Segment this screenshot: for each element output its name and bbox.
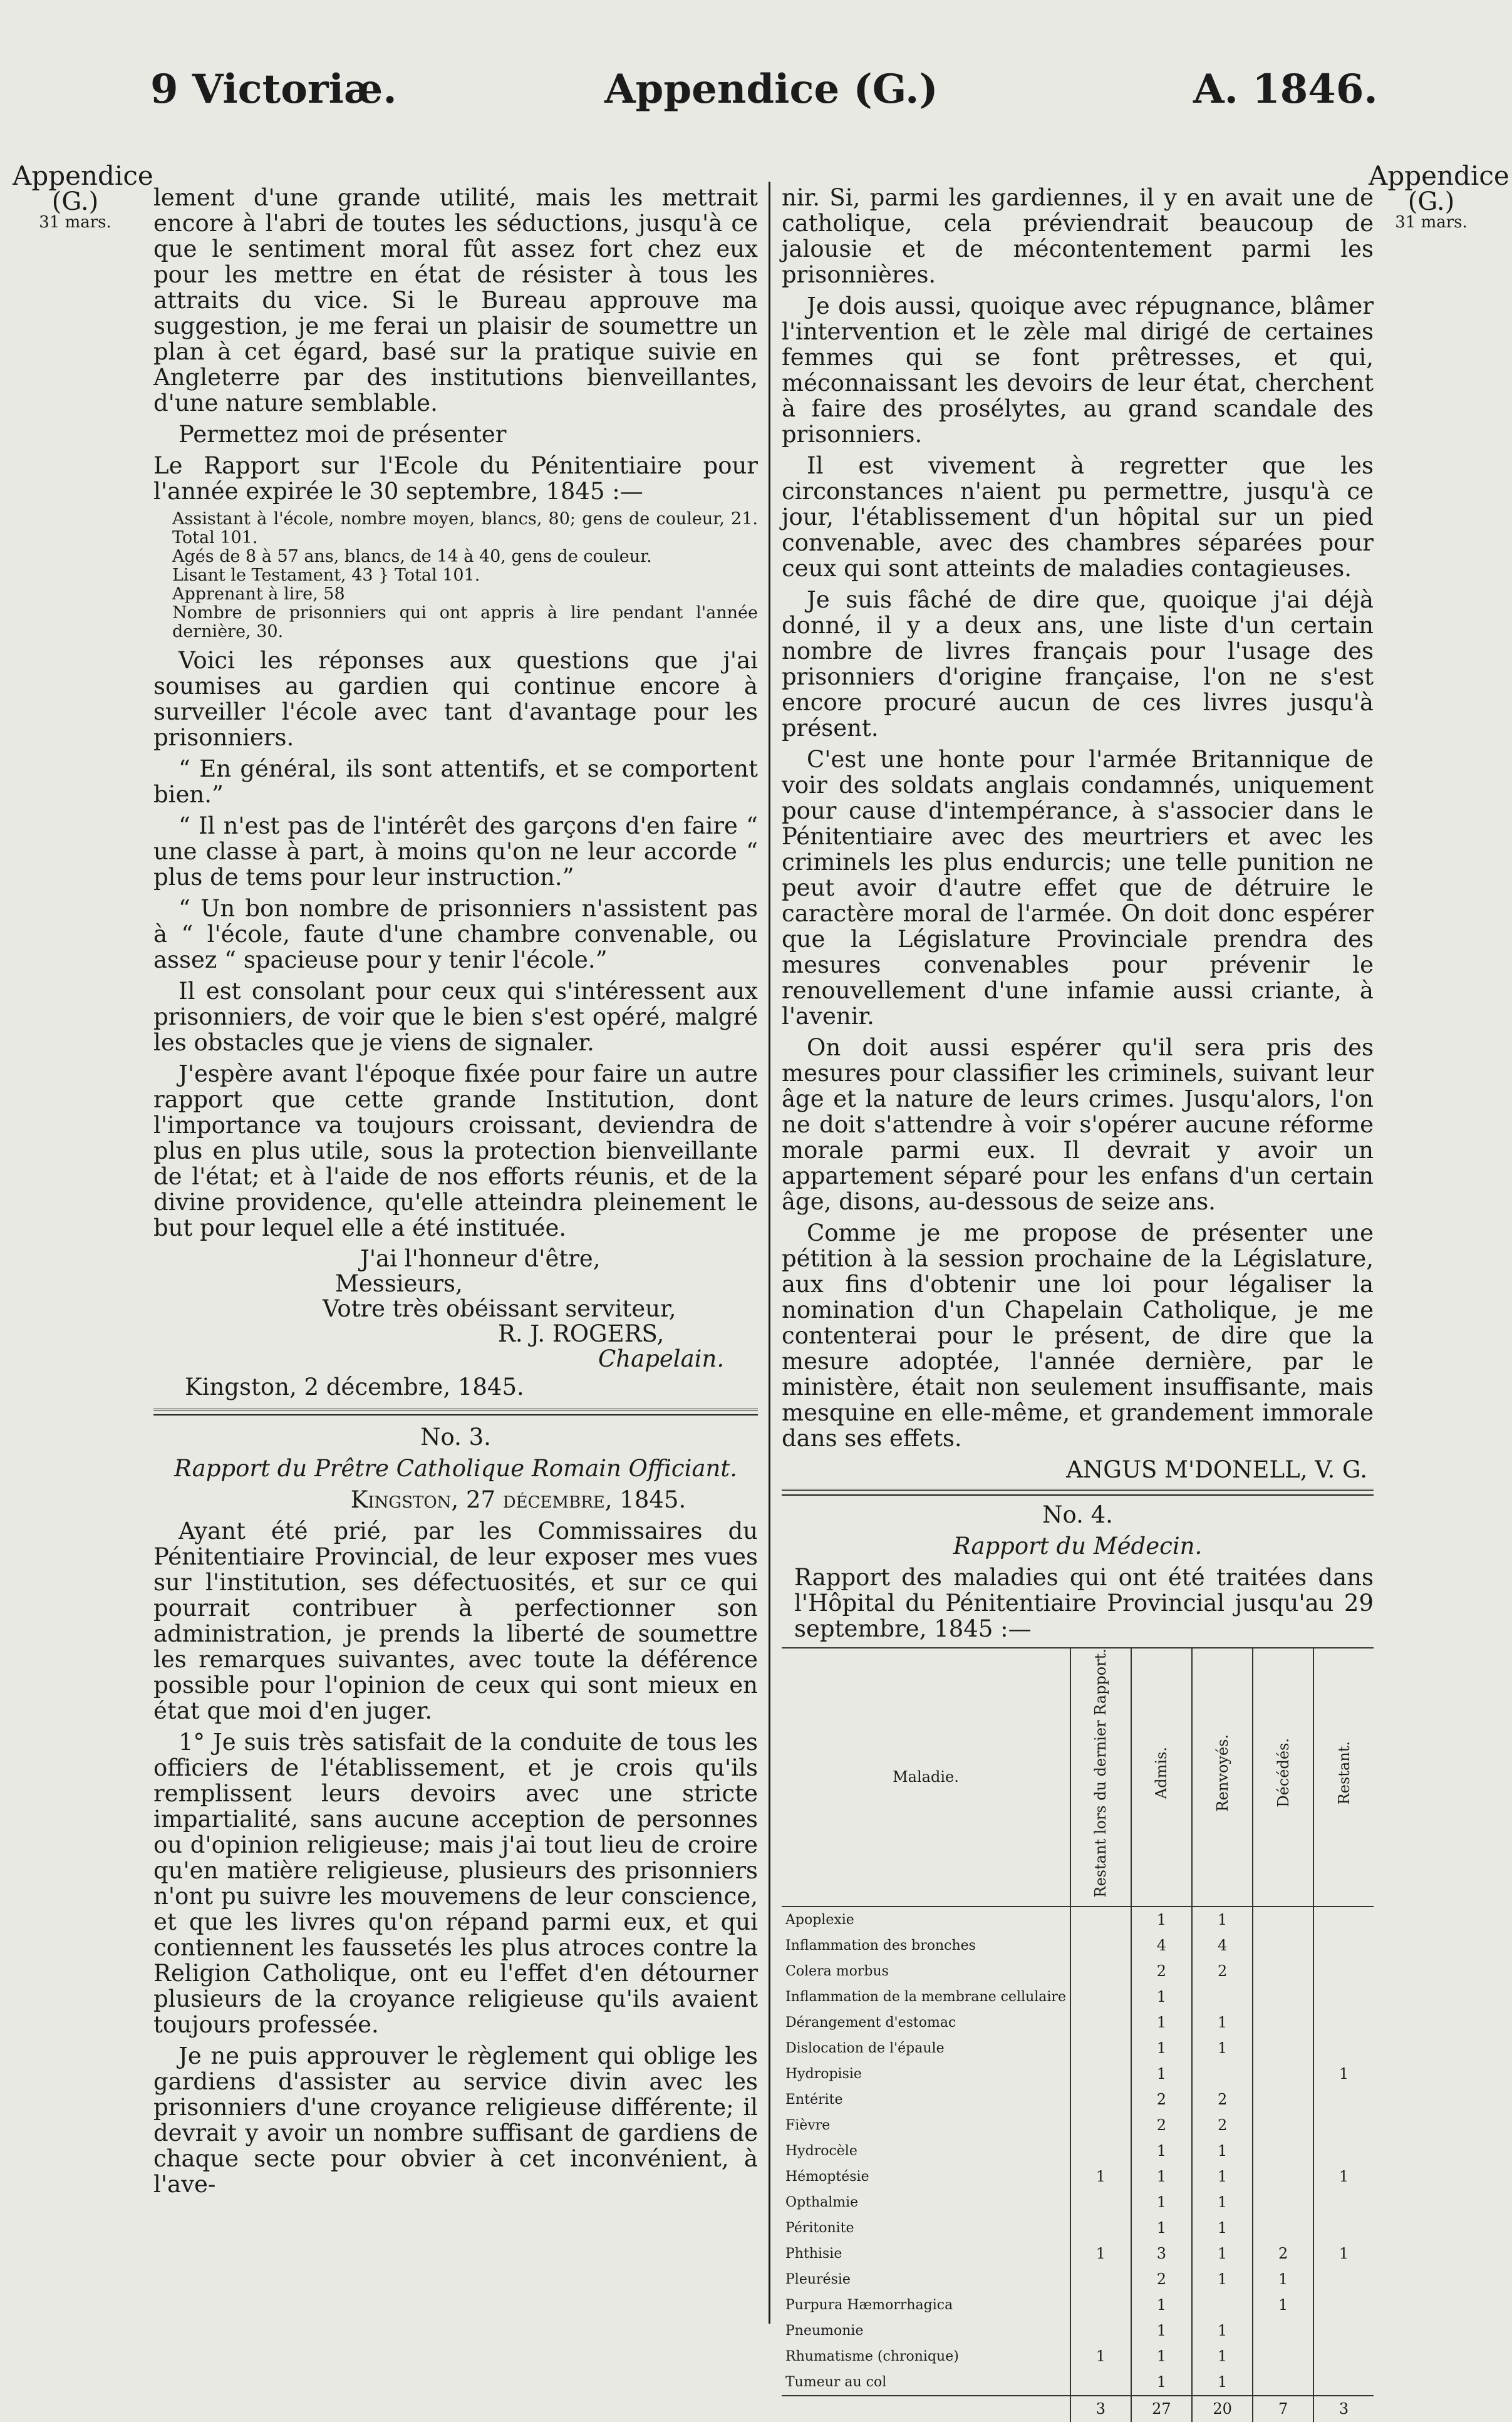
count-cell: 1 xyxy=(1313,2241,1374,2267)
disease-name-cell: Tumeur au col xyxy=(785,2374,887,2390)
margin-note-right xyxy=(1369,160,1509,232)
stat-line: Nombre de prisonniers qui ont appris à lire pendant l'année dernière, 30. xyxy=(172,603,758,641)
section-title-3: Rapport du Prêtre Catholique Romain Officiant. xyxy=(173,1455,738,1482)
table-row xyxy=(782,2087,1374,2113)
count-cell: 1 xyxy=(1192,2164,1253,2190)
count-cell: 2 xyxy=(1192,2113,1253,2138)
count-cell: 1 xyxy=(1070,2241,1131,2267)
count-cell: 1 xyxy=(1131,2164,1192,2190)
count-cell: 1 xyxy=(1192,2215,1253,2241)
count-cell xyxy=(1070,2138,1131,2164)
stat-line: Lisant le Testament, 43 } Total 101. xyxy=(172,566,480,585)
count-cell xyxy=(1070,2087,1131,2113)
count-cell xyxy=(1313,2369,1374,2396)
margin-note-line3: 31 mars. xyxy=(39,213,111,232)
count-cell xyxy=(1313,2267,1374,2292)
count-cell xyxy=(1070,2036,1131,2061)
count-cell xyxy=(1313,2292,1374,2318)
column-header-label: Renvoyés. xyxy=(1213,1734,1231,1812)
count-cell: 3 xyxy=(1131,2241,1192,2267)
count-cell xyxy=(1253,2215,1313,2241)
count-cell xyxy=(1313,2215,1374,2241)
column-header-remaining xyxy=(1313,1648,1374,1907)
table-row xyxy=(782,2190,1374,2215)
section-number-4: No. 4. xyxy=(1042,1501,1113,1528)
signature-rogers: R. J. ROGERS, xyxy=(498,1320,665,1347)
count-cell xyxy=(1070,1933,1131,1959)
school-report-title: Le Rapport sur l'Ecole du Pénitentiaire pour l'année expirée le 30 septembre, 1845 :— xyxy=(153,452,758,505)
paragraph: nir. Si, parmi les gardiennes, il y en avait une de catholique, cela préviendrait beaucoup de jalousie et de mécontentement parmi les prisonnières. xyxy=(782,184,1374,288)
count-cell xyxy=(1313,1907,1374,1933)
table-row xyxy=(782,2010,1374,2036)
table-total-row xyxy=(782,2396,1374,2422)
disease-name-cell: Apoplexie xyxy=(785,1912,854,1928)
count-cell xyxy=(1070,2215,1131,2241)
total-cell xyxy=(782,2396,1070,2422)
count-cell: 2 xyxy=(1192,2087,1253,2113)
header-session: 9 Victoriæ. xyxy=(150,66,397,113)
section-date-3: Kingston, 27 décembre, 1845. xyxy=(350,1486,686,1513)
section-rule xyxy=(153,1409,758,1415)
disease-name-cell: Fièvre xyxy=(785,2117,831,2133)
count-cell xyxy=(1253,2369,1313,2396)
paragraph: 1° Je suis très satisfait de la conduite de tous les officiers de l'établissement, et je crois qu'ils remplissent leurs devoirs avec une stricte impartialité, sans aucune acception de personnes ou d'opinion religieuse; mais j'ai tout lieu de croire qu'en matière religieuse, plusieurs des prisonniers n'ont pu suivre les mouvemens de leur conscience, et que les livres qu'on répand parmi eux, et qui contiennent les faussetés les plus atroces contre la Religion Catholique, ont eu l'effet d'en détourner plusieurs de la croyance religieuse qu'ils avaient toujours professée. xyxy=(153,1729,758,2038)
count-cell xyxy=(1070,2318,1131,2344)
count-cell xyxy=(1253,2036,1313,2061)
column-header-label: Décédés. xyxy=(1274,1738,1292,1808)
count-cell xyxy=(1253,1907,1313,1933)
stat-line: Agés de 8 à 57 ans, blancs, de 14 à 40, gens de couleur. xyxy=(172,547,652,566)
column-header-admitted xyxy=(1131,1648,1192,1907)
paragraph: Voici les réponses aux questions que j'ai soumises au gardien qui continue encore à surveiller l'école avec tant d'avantage pour les prisonniers. xyxy=(153,647,758,751)
paragraph: Je suis fâché de dire que, quoique j'ai déjà donné, il y a deux ans, une liste d'un certain nombre de livres français pour l'usage des prisonniers d'origine française, l'on ne s'est encore procuré aucun de ces livres jusqu'à présent. xyxy=(782,586,1374,742)
count-cell: 1 xyxy=(1192,2138,1253,2164)
disease-name-cell: Inflammation de la membrane cellulaire xyxy=(785,1989,1066,2005)
count-cell xyxy=(1313,2318,1374,2344)
paragraph: Je ne puis approuver le règlement qui oblige les gardiens d'assister au service divin avec les prisonniers d'une croyance religieuse différente; il devrait y avoir un nombre suffisant de gardiens de chaque secte pour obvier à cet inconvénient, à l'ave- xyxy=(153,2042,758,2198)
column-divider xyxy=(769,182,770,2324)
table-row xyxy=(782,1959,1374,1984)
disease-name-cell: Hydrocèle xyxy=(785,2143,857,2159)
table-row xyxy=(782,1984,1374,2010)
table-row xyxy=(782,2318,1374,2344)
column-header-discharged xyxy=(1192,1648,1253,1907)
count-cell xyxy=(1070,2113,1131,2138)
count-cell: 2 xyxy=(1131,2267,1192,2292)
disease-name-cell: Opthalmie xyxy=(785,2194,859,2210)
table-row xyxy=(782,2138,1374,2164)
count-cell xyxy=(1253,2010,1313,2036)
count-cell xyxy=(1253,2087,1313,2113)
table-row xyxy=(782,2036,1374,2061)
margin-note-line2: (G.) xyxy=(1407,187,1455,216)
count-cell: 1 xyxy=(1131,2369,1192,2396)
disease-name-cell: Phthisie xyxy=(785,2245,842,2262)
count-cell: 1 xyxy=(1313,2164,1374,2190)
paragraph: J'espère avant l'époque fixée pour faire un autre rapport que cette grande Institution, dont l'importance va toujours croissant, deviendra de plus en plus utile, sous la protection bienveillante de l'état; et à l'aide de nos efforts réunis, et de la divine providence, qu'elle atteindra pleinement le but pour lequel elle a été instituée. xyxy=(153,1060,758,1241)
count-cell xyxy=(1070,2190,1131,2215)
count-cell: 1 xyxy=(1131,2010,1192,2036)
total-cell: 27 xyxy=(1131,2396,1192,2422)
paragraph: Ayant été prié, par les Commissaires du Pénitentiaire Provincial, de leur exposer mes vues sur l'institution, ses défectuosités, et sur ce qui pourrait contribuer à perfectionner son administration, je prends la liberté de soumettre les remarques suivantes, avec toute la déférence possible pour l'opinion de ceux qui sont mieux en état que moi d'en juger. xyxy=(153,1518,758,1724)
disease-name-cell: Entérite xyxy=(785,2091,843,2108)
section-rule xyxy=(782,1489,1374,1496)
margin-note-line1: Appendice xyxy=(13,160,153,191)
column-header-label: Restant lors du dernier Rapport. xyxy=(1092,1648,1110,1898)
margin-note-line1: Appendice xyxy=(1369,160,1509,191)
paragraph: Permettez moi de présenter xyxy=(179,421,507,448)
count-cell: 1 xyxy=(1313,2061,1374,2087)
margin-note-line2: (G.) xyxy=(51,187,99,216)
count-cell xyxy=(1192,1984,1253,2010)
count-cell: 1 xyxy=(1192,2010,1253,2036)
count-cell: 1 xyxy=(1070,2344,1131,2369)
count-cell: 1 xyxy=(1192,2241,1253,2267)
count-cell xyxy=(1313,1933,1374,1959)
disease-table xyxy=(782,1647,1374,2422)
margin-note-left xyxy=(13,160,153,232)
paragraph: C'est une honte pour l'armée Britannique de voir des soldats anglais condamnés, uniquement pour cause d'intempérance, à s'associer dans le Pénitentiaire avec des meurtriers et avec les criminels les plus endurcis; une telle punition ne peut avoir d'autre effet que de détruire le caractère moral de l'armée. On doit donc espérer que la Législature Provinciale prendra des mesures convenables pour prévenir le renouvellement d'une infamie aussi criante, à l'avenir. xyxy=(782,746,1374,1030)
table-row xyxy=(782,2292,1374,2318)
count-cell xyxy=(1313,2138,1374,2164)
count-cell: 1 xyxy=(1131,2292,1192,2318)
count-cell: 1 xyxy=(1131,2318,1192,2344)
header-appendix: Appendice (G.) xyxy=(604,66,938,113)
count-cell xyxy=(1253,1959,1313,1984)
closing-line: J'ai l'honneur d'être, xyxy=(360,1245,601,1272)
table-body xyxy=(782,1907,1374,2422)
count-cell: 4 xyxy=(1131,1933,1192,1959)
stat-line: Apprenant à lire, 58 xyxy=(172,584,345,604)
disease-name-cell: Péritonite xyxy=(785,2220,854,2236)
count-cell: 2 xyxy=(1131,1959,1192,1984)
table-row xyxy=(782,2164,1374,2190)
section-number-3: No. 3. xyxy=(420,1424,491,1451)
count-cell: 1 xyxy=(1131,2190,1192,2215)
count-cell: 1 xyxy=(1192,2190,1253,2215)
disease-name-cell: Hydropisie xyxy=(785,2066,862,2082)
table-header-row xyxy=(782,1648,1374,1907)
count-cell: 1 xyxy=(1131,2138,1192,2164)
count-cell: 1 xyxy=(1192,2036,1253,2061)
count-cell xyxy=(1070,2267,1131,2292)
count-cell: 4 xyxy=(1192,1933,1253,1959)
paragraph: lement d'une grande utilité, mais les mettrait encore à l'abri de toutes les séductions, jusqu'à ce que le sentiment moral fût assez fort chez eux pour les mettre en état de résister à tous les attraits du vice. Si le Bureau approuve ma suggestion, je me ferai un plaisir de soumettre un plan à cet égard, basé sur la pratique suivie en Angleterre par des institutions bienveillantes, d'une nature semblable. xyxy=(153,184,758,417)
disease-name-cell: Dislocation de l'épaule xyxy=(785,2040,945,2056)
paragraph: “ Il n'est pas de l'intérêt des garçons d'en faire “ une classe à part, à moins qu'on ne leur accorde “ plus de tems pour leur instruction.” xyxy=(153,812,758,891)
count-cell: 2 xyxy=(1131,2113,1192,2138)
count-cell: 1 xyxy=(1192,2318,1253,2344)
total-cell: 7 xyxy=(1253,2396,1313,2422)
count-cell xyxy=(1070,1959,1131,1984)
count-cell xyxy=(1070,2010,1131,2036)
count-cell xyxy=(1253,2061,1313,2087)
count-cell xyxy=(1313,1959,1374,1984)
count-cell: 2 xyxy=(1253,2241,1313,2267)
count-cell xyxy=(1070,1907,1131,1933)
left-column xyxy=(153,185,758,2203)
closing-block xyxy=(153,1246,758,1372)
right-column xyxy=(782,185,1374,2422)
place-date: Kingston, 2 décembre, 1845. xyxy=(185,1374,524,1400)
column-header-deceased xyxy=(1253,1648,1313,1907)
count-cell xyxy=(1070,2369,1131,2396)
count-cell xyxy=(1313,2113,1374,2138)
count-cell xyxy=(1253,2318,1313,2344)
school-statistics xyxy=(153,510,758,641)
section-title-4: Rapport du Médecin. xyxy=(953,1533,1203,1560)
medical-report-intro: Rapport des maladies qui ont été traitées dans l'Hôpital du Pénitentiaire Provincial jusqu'au 29 septembre, 1845 :— xyxy=(794,1564,1374,1642)
count-cell xyxy=(1253,2113,1313,2138)
count-cell: 1 xyxy=(1131,1984,1192,2010)
count-cell: 1 xyxy=(1131,2061,1192,2087)
column-header-disease: Maladie. xyxy=(782,1648,1070,1907)
count-cell xyxy=(1313,2344,1374,2369)
table-row xyxy=(782,2344,1374,2369)
table-row xyxy=(782,2215,1374,2241)
disease-name-cell: Inflammation des bronches xyxy=(785,1937,976,1954)
stat-line: Assistant à l'école, nombre moyen, blancs, 80; gens de couleur, 21. Total 101. xyxy=(172,509,758,547)
table-row xyxy=(782,1907,1374,1933)
count-cell: 1 xyxy=(1131,2215,1192,2241)
count-cell: 1 xyxy=(1192,2267,1253,2292)
count-cell: 1 xyxy=(1253,2267,1313,2292)
paragraph: “ En général, ils sont attentifs, et se comportent bien.” xyxy=(153,755,758,808)
paragraph: Il est vivement à regretter que les circonstances n'aient pu permettre, jusqu'à ce jour, l'établissement d'un hôpital sur un pied convenable, avec des chambres séparées pour ceux qui sont atteints de maladies contagieuses. xyxy=(782,452,1374,582)
total-cell: 3 xyxy=(1313,2396,1374,2422)
header-year: A. 1846. xyxy=(1193,66,1378,113)
count-cell xyxy=(1253,1933,1313,1959)
table-row xyxy=(782,1933,1374,1959)
count-cell xyxy=(1253,1984,1313,2010)
count-cell xyxy=(1313,2087,1374,2113)
table-row xyxy=(782,2369,1374,2396)
total-cell: 3 xyxy=(1070,2396,1131,2422)
count-cell xyxy=(1253,2138,1313,2164)
count-cell xyxy=(1192,2292,1253,2318)
table-row xyxy=(782,2113,1374,2138)
count-cell: 2 xyxy=(1192,1959,1253,1984)
table-row xyxy=(782,2267,1374,2292)
count-cell: 1 xyxy=(1192,1907,1253,1933)
count-cell xyxy=(1070,2292,1131,2318)
signature-mdonell: ANGUS M'DONELL, V. G. xyxy=(1066,1456,1367,1483)
count-cell: 1 xyxy=(1192,2344,1253,2369)
disease-name-cell: Pneumonie xyxy=(785,2322,864,2339)
disease-name-cell: Purpura Hæmorrhagica xyxy=(785,2297,953,2313)
paragraph: On doit aussi espérer qu'il sera pris des mesures pour classifier les criminels, suivant leur âge et la nature de leurs crimes. Jusqu'alors, l'on ne doit s'attendre à voir s'opérer aucune réforme morale parmi eux. Il devrait y avoir un appartement séparé pour les enfans d'un certain âge, disons, au-dessous de seize ans. xyxy=(782,1034,1374,1215)
count-cell xyxy=(1070,1984,1131,2010)
disease-name-cell: Dérangement d'estomac xyxy=(785,2014,956,2031)
count-cell: 1 xyxy=(1192,2369,1253,2396)
table-row xyxy=(782,2241,1374,2267)
count-cell: 1 xyxy=(1131,2036,1192,2061)
count-cell: 2 xyxy=(1131,2087,1192,2113)
count-cell: 1 xyxy=(1253,2292,1313,2318)
count-cell: 1 xyxy=(1070,2164,1131,2190)
disease-name-cell: Pleurésie xyxy=(785,2271,851,2287)
signature-title: Chapelain. xyxy=(598,1345,725,1372)
table-row xyxy=(782,2061,1374,2087)
count-cell: 1 xyxy=(1131,1907,1192,1933)
count-cell: 1 xyxy=(1131,2344,1192,2369)
paragraph: Il est consolant pour ceux qui s'intéressent aux prisonniers, de voir que le bien s'est opéré, malgré les obstacles que je viens de signaler. xyxy=(153,978,758,1056)
disease-name-cell: Rhumatisme (chronique) xyxy=(785,2348,959,2364)
disease-name-cell: Hémoptésie xyxy=(785,2168,869,2185)
column-header-label: Admis. xyxy=(1152,1747,1171,1799)
count-cell xyxy=(1253,2164,1313,2190)
count-cell xyxy=(1313,2010,1374,2036)
margin-note-line3: 31 mars. xyxy=(1395,213,1468,232)
paragraph: Je dois aussi, quoique avec répugnance, blâmer l'intervention et le zèle mal dirigé de certaines femmes qui se font prêtresses, et qui, méconnaissant les devoirs de leur état, cherchent à faire des prosélytes, au grand scandale des prisonniers. xyxy=(782,292,1374,448)
count-cell xyxy=(1313,2190,1374,2215)
paragraph: Comme je me propose de présenter une pétition à la session prochaine de la Législature, aux fins d'obtenir une loi pour légaliser la nomination d'un Chapelain Catholique, je me contenterai pour le présent, de dire que la mesure adoptée, l'année dernière, par le ministère, était non seulement insuffisante, mais mesquine en elle-même, et grandement immorale dans ses effets. xyxy=(782,1219,1374,1452)
count-cell xyxy=(1192,2061,1253,2087)
count-cell xyxy=(1070,2061,1131,2087)
column-header-label: Restant. xyxy=(1335,1741,1353,1805)
count-cell xyxy=(1313,1984,1374,2010)
total-cell: 20 xyxy=(1192,2396,1253,2422)
disease-name-cell: Colera morbus xyxy=(785,1963,889,1979)
paragraph: “ Un bon nombre de prisonniers n'assistent pas à “ l'école, faute d'une chambre convenable, ou assez “ spacieuse pour y tenir l'école.” xyxy=(153,895,758,973)
closing-line: Messieurs, xyxy=(335,1270,463,1297)
count-cell xyxy=(1253,2344,1313,2369)
count-cell xyxy=(1253,2190,1313,2215)
count-cell xyxy=(1313,2036,1374,2061)
column-header-remaining-prev xyxy=(1070,1648,1131,1907)
closing-line: Votre très obéissant serviteur, xyxy=(323,1295,676,1322)
